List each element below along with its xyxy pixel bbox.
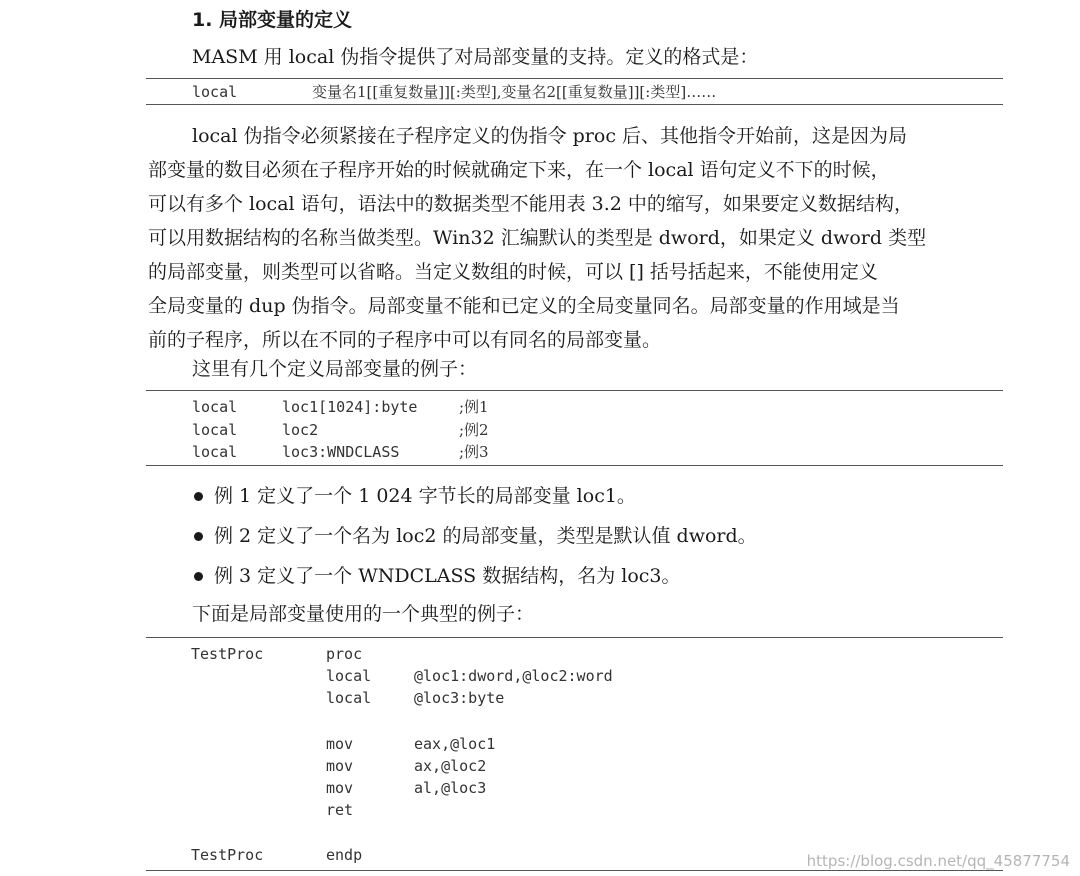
- usage-intro: 下面是局部变量使用的一个典型的例子：: [192, 603, 535, 625]
- syntax-top-rule: [146, 78, 1003, 79]
- intro-paragraph: MASM 用 local 伪指令提供了对局部变量的支持。定义的格式是：: [192, 46, 759, 68]
- example-comment: ;例1: [459, 398, 489, 416]
- code-args: ax,@loc2: [414, 757, 487, 775]
- paragraph-line: 的局部变量，则类型可以省略。当定义数组的时候，可以 [] 括号括起来，不能使用定义: [148, 261, 878, 283]
- code-op: ret: [326, 801, 354, 819]
- example-keyword: local: [192, 443, 238, 461]
- bullet-item: 例 1 定义了一个 1 024 字节长的局部变量 loc1。: [214, 485, 636, 507]
- example-declaration: loc2: [282, 421, 319, 439]
- watermark-url: https://blog.csdn.net/qq_45877754: [806, 852, 1070, 870]
- paragraph-line: 可以有多个 local 语句，语法中的数据类型不能用表 3.2 中的缩写，如果要定义数据结构，: [148, 193, 913, 215]
- example-keyword: local: [192, 398, 238, 416]
- bullet-dot-icon: [194, 572, 203, 581]
- paragraph-line: 前的子程序，所以在不同的子程序中可以有同名的局部变量。: [148, 329, 662, 351]
- example-comment: ;例2: [459, 421, 489, 439]
- code-args: al,@loc3: [414, 779, 487, 797]
- examples-intro: 这里有几个定义局部变量的例子：: [192, 358, 478, 380]
- section-heading: 1. 局部变量的定义: [192, 9, 353, 31]
- bullet-item: 例 3 定义了一个 WNDCLASS 数据结构，名为 loc3。: [214, 565, 681, 587]
- code-op: local: [326, 689, 372, 707]
- code-args: @loc1:dword,@loc2:word: [414, 667, 613, 685]
- examples-top-rule: [146, 390, 1003, 391]
- syntax-bottom-rule: [146, 104, 1003, 105]
- paragraph-line: 全局变量的 dup 伪指令。局部变量不能和已定义的全局变量同名。局部变量的作用域是当: [148, 295, 900, 317]
- code-op: mov: [326, 757, 354, 775]
- code-top-rule: [146, 637, 1003, 638]
- example-declaration: loc1[1024]:byte: [282, 398, 418, 416]
- example-comment: ;例3: [459, 443, 489, 461]
- code-op: local: [326, 667, 372, 685]
- code-op: mov: [326, 735, 354, 753]
- syntax-keyword: local: [192, 83, 238, 101]
- bullet-dot-icon: [194, 492, 203, 501]
- paragraph-line: local 伪指令必须紧接在子程序定义的伪指令 proc 后、其他指令开始前，这是因为局: [192, 125, 908, 147]
- paragraph-line: 可以用数据结构的名称当做类型。Win32 汇编默认的类型是 dword，如果定义 dword 类型: [148, 227, 927, 249]
- examples-bottom-rule: [146, 465, 1003, 466]
- code-bottom-rule: [146, 870, 1003, 871]
- code-args: eax,@loc1: [414, 735, 496, 753]
- code-op: proc: [326, 645, 363, 663]
- example-keyword: local: [192, 421, 238, 439]
- code-label: TestProc: [191, 645, 264, 663]
- code-op: mov: [326, 779, 354, 797]
- bullet-item: 例 2 定义了一个名为 loc2 的局部变量，类型是默认值 dword。: [214, 525, 757, 547]
- syntax-format: 变量名1[[重复数量]][:类型],变量名2[[重复数量]][:类型]……: [312, 83, 717, 101]
- code-label: TestProc: [191, 846, 264, 864]
- example-declaration: loc3:WNDCLASS: [282, 443, 400, 461]
- paragraph-line: 部变量的数目必须在子程序开始的时候就确定下来，在一个 local 语句定义不下的时候，: [148, 159, 890, 181]
- code-args: @loc3:byte: [414, 689, 505, 707]
- code-op: endp: [326, 846, 363, 864]
- bullet-dot-icon: [194, 532, 203, 541]
